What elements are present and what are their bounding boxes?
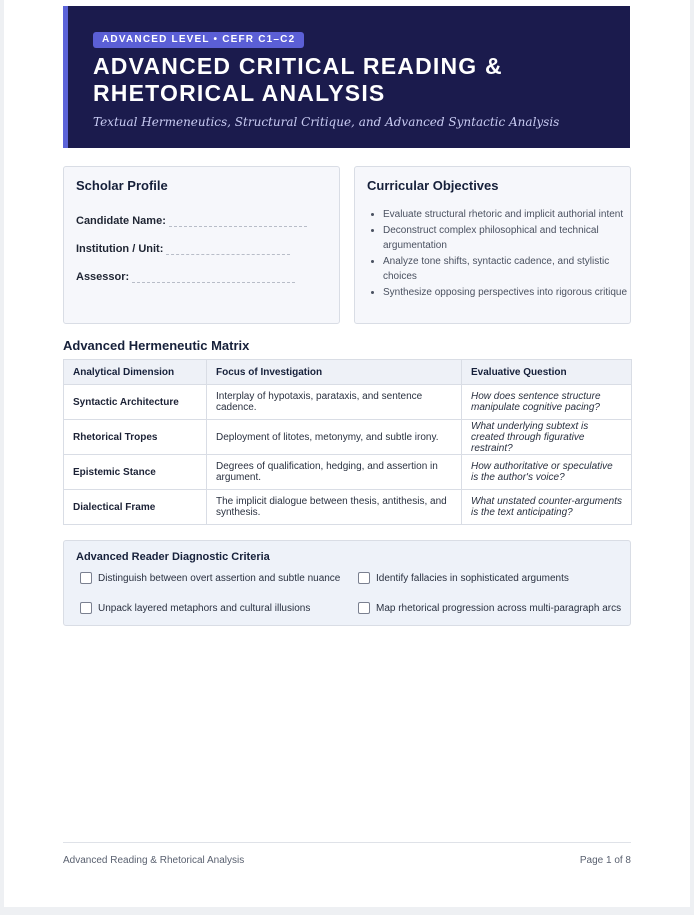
matrix-title: Advanced Hermeneutic Matrix xyxy=(63,338,250,353)
checkbox[interactable] xyxy=(358,602,370,614)
question-cell: What unstated counter-arguments is the text anticipating? xyxy=(462,490,632,525)
column-header: Evaluative Question xyxy=(462,360,632,385)
institution-label: Institution / Unit: xyxy=(76,243,164,255)
question-cell: How authoritative or speculative is the author's voice? xyxy=(462,455,632,490)
checkbox[interactable] xyxy=(80,602,92,614)
table-header-row xyxy=(64,360,632,385)
document-subtitle: Textual Hermeneutics, Structural Critique, and Advanced Syntactic Analysis xyxy=(93,115,560,129)
institution-line[interactable] xyxy=(166,245,290,255)
table-row xyxy=(64,385,632,420)
table-row xyxy=(64,455,632,490)
assessor-field[interactable] xyxy=(76,271,295,283)
checkbox[interactable] xyxy=(80,572,92,584)
assessor-line[interactable] xyxy=(132,273,295,283)
column-header: Analytical Dimension xyxy=(64,360,207,385)
candidate-name-field[interactable] xyxy=(76,215,307,227)
assessor-label: Assessor: xyxy=(76,271,130,283)
question-cell: What underlying subtext is created through figurative restraint? xyxy=(462,420,632,455)
dimension-cell: Rhetorical Tropes xyxy=(64,420,207,455)
objectives-list xyxy=(367,207,645,300)
focus-cell: Interplay of hypotaxis, parataxis, and sentence cadence. xyxy=(207,385,462,420)
footer-document-name: Advanced Reading & Rhetorical Analysis xyxy=(63,855,245,866)
candidate-name-line[interactable] xyxy=(169,217,307,227)
column-header: Focus of Investigation xyxy=(207,360,462,385)
checkbox-label: Map rhetorical progression across multi-paragraph arcs xyxy=(376,602,622,614)
objective-item: • Evaluate structural rhetoric and implicit authorial intent xyxy=(383,207,645,223)
document-page xyxy=(4,0,690,907)
diagnostic-checkbox-item[interactable] xyxy=(358,602,621,614)
diagnostic-checkbox-item[interactable] xyxy=(358,572,569,584)
curricular-objectives-card xyxy=(354,166,631,324)
dimension-cell: Epistemic Stance xyxy=(64,455,207,490)
dimension-cell: Dialectical Frame xyxy=(64,490,207,525)
curricular-objectives-title: Curricular Objectives xyxy=(367,178,499,193)
checkbox-label: Unpack layered metaphors and cultural illusions xyxy=(98,602,311,614)
checkbox-label: Identify fallacies in sophisticated arguments xyxy=(376,572,569,584)
diagnostic-checkbox-item[interactable] xyxy=(80,602,310,614)
dimension-cell: Syntactic Architecture xyxy=(64,385,207,420)
hermeneutic-matrix-table xyxy=(63,359,632,525)
focus-cell: Deployment of litotes, metonymy, and subtle irony. xyxy=(207,420,462,455)
diagnostic-criteria-card xyxy=(63,540,631,626)
objective-item: • Deconstruct complex philosophical and technical argumentation xyxy=(383,223,645,254)
level-badge: ADVANCED LEVEL • CEFR C1–C2 xyxy=(93,32,304,48)
header-banner xyxy=(63,6,630,148)
question-cell: How does sentence structure manipulate cognitive pacing? xyxy=(462,385,632,420)
checkbox-label: Distinguish between overt assertion and subtle nuance xyxy=(98,572,341,584)
diagnostic-checkbox-item[interactable] xyxy=(80,572,340,584)
table-row xyxy=(64,420,632,455)
footer-page-number: Page 1 of 8 xyxy=(579,855,631,866)
document-title: ADVANCED CRITICAL READING & RHETORICAL ANALYSIS xyxy=(93,53,503,106)
scholar-profile-title: Scholar Profile xyxy=(76,178,168,193)
table-row xyxy=(64,490,632,525)
candidate-name-label: Candidate Name: xyxy=(76,215,166,227)
institution-field[interactable] xyxy=(76,243,290,255)
checkbox[interactable] xyxy=(358,572,370,584)
footer-divider xyxy=(63,842,631,843)
diagnostic-criteria-title: Advanced Reader Diagnostic Criteria xyxy=(76,551,270,563)
focus-cell: The implicit dialogue between thesis, antithesis, and synthesis. xyxy=(207,490,462,525)
objective-item: • Analyze tone shifts, syntactic cadence, and stylistic choices xyxy=(383,254,645,285)
objective-item: • Synthesize opposing perspectives into rigorous critique xyxy=(383,285,645,301)
scholar-profile-card xyxy=(63,166,340,324)
focus-cell: Degrees of qualification, hedging, and assertion in argument. xyxy=(207,455,462,490)
